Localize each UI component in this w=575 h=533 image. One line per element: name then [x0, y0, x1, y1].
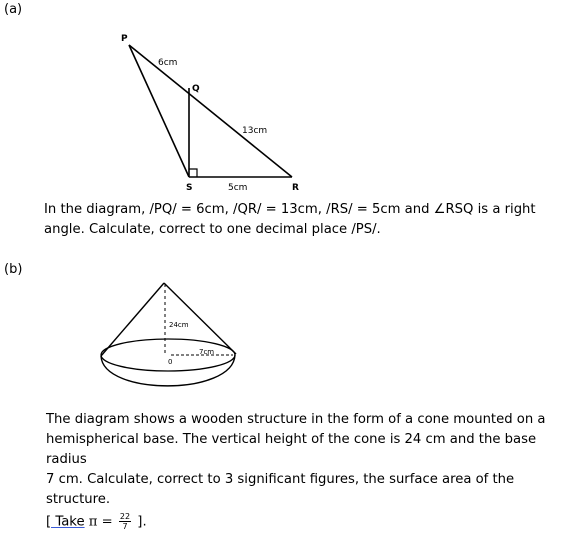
length-qr: 13cm	[242, 126, 268, 136]
vertex-p: P	[121, 34, 128, 44]
radius-label: 7cm	[199, 348, 215, 356]
part-a-label: (a)	[4, 2, 23, 17]
length-pq: 6cm	[158, 58, 178, 68]
question-b-line-1: The diagram shows a wooden structure in the form of a cone mounted on a	[46, 412, 546, 427]
vertex-s: S	[186, 183, 193, 193]
question-b-line-4: structure.	[46, 492, 111, 507]
question-b-line-2: hemispherical base. The vertical height of the cone is 24 cm and the base radius	[46, 432, 537, 467]
take-open: [ Take	[46, 514, 85, 530]
height-label: 24cm	[169, 321, 189, 329]
question-b-text	[46, 410, 575, 533]
question-a-line-2: angle. Calculate, correct to one decimal place /PS/.	[44, 222, 381, 237]
fraction-numerator: 22	[119, 512, 131, 521]
take-close: ].	[137, 514, 147, 530]
vertex-q: Q	[192, 84, 200, 94]
center-label: 0	[168, 358, 173, 366]
take-pi: π =	[88, 514, 113, 530]
triangle-diagram	[110, 25, 310, 195]
vertex-r: R	[292, 183, 299, 193]
question-b-line-3: 7 cm. Calculate, correct to 3 significant figures, the surface area of the	[46, 472, 515, 487]
fraction-denominator: 7	[122, 522, 128, 531]
length-sr: 5cm	[228, 183, 248, 193]
question-a-line-1: In the diagram, /PQ/ = 6cm, /QR/ = 13cm, /RS/ = 5cm and ∠RSQ is a right	[44, 202, 536, 217]
part-b-label: (b)	[4, 262, 23, 277]
pi-fraction	[119, 512, 131, 531]
take-pi-line	[46, 512, 575, 533]
question-a-text	[44, 200, 536, 240]
cone-hemisphere-diagram	[95, 276, 245, 416]
